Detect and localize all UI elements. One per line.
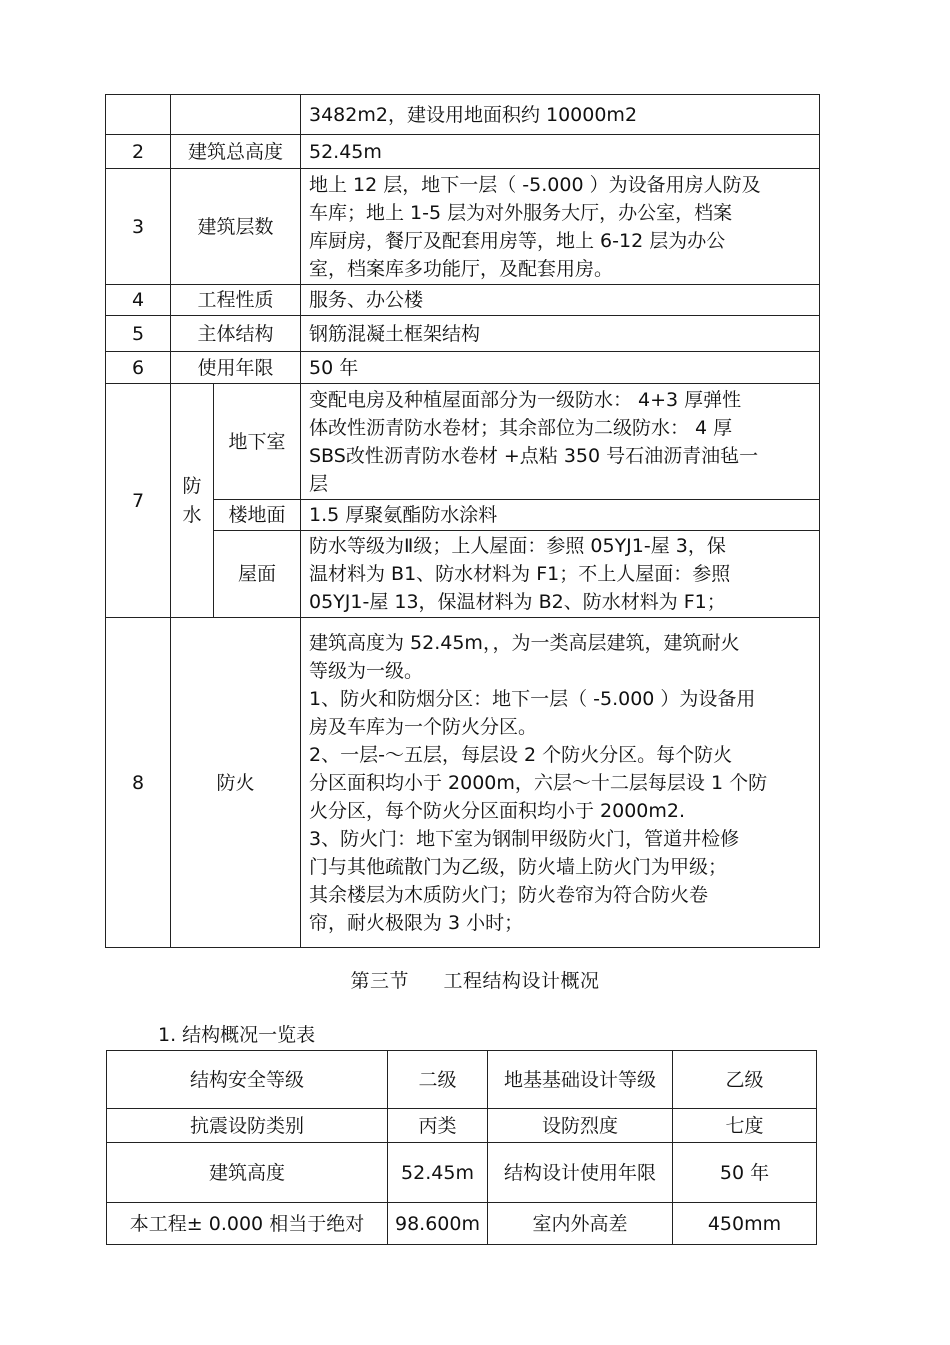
text-line: 等级为一级。 <box>309 659 424 682</box>
cell-no <box>106 95 171 135</box>
cell-subname: 屋面 <box>214 531 301 618</box>
cell-content: 1.5 厚聚氨酯防水涂料 <box>301 500 820 531</box>
table-cell: 七度 <box>673 1109 817 1143</box>
text-line: 温材料为 B1、防水材料为 F1；不上人屋面：参照 <box>309 563 731 585</box>
table-row <box>106 352 820 384</box>
text-line: 05YJ1-屋 13，保温材料为 B2、防水材料为 F1； <box>309 591 726 613</box>
text-line: 房及车库为一个防火分区。 <box>309 715 538 738</box>
section-number: 第三节 <box>350 970 409 992</box>
text-line: 其余楼层为木质防火门；防火卷帘为符合防火卷 <box>309 883 709 906</box>
cell-subname: 地下室 <box>214 384 301 500</box>
text-line: 层 <box>309 472 329 495</box>
cell-content: 服务、办公楼 <box>301 285 820 316</box>
building-overview-table <box>105 94 820 948</box>
table-cell: 98.600m <box>388 1203 488 1245</box>
table-row <box>107 1203 817 1245</box>
table-row <box>106 531 820 618</box>
text-line: 变配电房及种植屋面部分为一级防水： 4+3 厚弹性 <box>309 388 742 411</box>
table-row <box>106 316 820 352</box>
cell-name: 建筑层数 <box>171 169 301 285</box>
table-cell: 建筑高度 <box>107 1143 388 1203</box>
text-line: 火分区，每个防火分区面积均小于 2000m2. <box>309 799 686 822</box>
cell-subname: 楼地面 <box>214 500 301 531</box>
cell-content <box>301 531 820 618</box>
text-line: 车库；地上 1-5 层为对外服务大厅，办公室，档案 <box>309 201 733 224</box>
table-cell: 丙类 <box>388 1109 488 1143</box>
cell-name <box>171 95 301 135</box>
cell-text: 结构设计使用年限 <box>503 1161 656 1184</box>
table-cell <box>488 1051 673 1109</box>
table-cell: 设防烈度 <box>488 1109 673 1143</box>
table-row <box>106 384 820 500</box>
table-cell: 450mm <box>673 1203 817 1245</box>
table-row <box>106 169 820 285</box>
cell-no: 8 <box>106 618 171 948</box>
cell-name: 主体结构 <box>171 316 301 352</box>
table-row <box>107 1143 817 1203</box>
cell-content <box>301 384 820 500</box>
cell-name: 使用年限 <box>171 352 301 384</box>
table-row <box>106 135 820 169</box>
cell-content: 52.45m <box>301 135 820 169</box>
cell-name <box>171 384 214 618</box>
cell-name: 建筑总高度 <box>171 135 301 169</box>
table-row <box>106 618 820 948</box>
section-heading: 工程结构设计概况 <box>443 970 600 992</box>
subsection-title: 1. 结构概况一览表 <box>158 1024 316 1046</box>
table-cell <box>488 1143 673 1203</box>
text-line: 门与其他疏散门为乙级，防火墙上防火门为甲级； <box>309 855 728 878</box>
table-row <box>106 95 820 135</box>
cell-no: 7 <box>106 384 171 618</box>
text-line: 体改性沥青防水卷材；其余部位为二级防水： 4 厚 <box>309 416 733 439</box>
cell-content: 钢筋混凝土框架结构 <box>301 316 820 352</box>
text-line: 防 <box>182 474 202 497</box>
table-cell: 二级 <box>388 1051 488 1109</box>
table-cell: 52.45m <box>388 1143 488 1203</box>
table-cell: 本工程± 0.000 相当于绝对 <box>107 1203 388 1245</box>
structure-overview-table <box>106 1050 817 1245</box>
table-cell: 抗震设防类别 <box>107 1109 388 1143</box>
text-line: 分区面积均小于 2000m，六层～十二层每层设 1 个防 <box>309 771 768 794</box>
text-line: 防水等级为Ⅱ级；上人屋面：参照 05YJ1-屋 3，保 <box>309 535 726 557</box>
table-row <box>106 285 820 316</box>
cell-content <box>301 169 820 285</box>
cell-content: 3482m2，建设用地面积约 10000m2 <box>301 95 820 135</box>
text-line: 水 <box>182 503 202 526</box>
cell-name: 防火 <box>171 618 301 948</box>
cell-no: 6 <box>106 352 171 384</box>
cell-content <box>301 618 820 948</box>
text-line: 2、一层-～五层，每层设 2 个防火分区。每个防火 <box>309 743 733 766</box>
table-row <box>107 1109 817 1143</box>
text-line: SBS改性沥青防水卷材 +点粘 350 号石油沥青油毡一 <box>309 444 759 467</box>
table-cell: 室内外高差 <box>488 1203 673 1245</box>
text-line: 3、防火门：地下室为钢制甲级防火门，管道井检修 <box>309 827 740 850</box>
cell-text: 地基基础设计等级 <box>503 1068 656 1091</box>
text-line: 室，档案库多功能厅，及配套用房。 <box>309 257 614 280</box>
cell-no: 5 <box>106 316 171 352</box>
table-cell: 乙级 <box>673 1051 817 1109</box>
cell-content: 50 年 <box>301 352 820 384</box>
text-line: 帘，耐火极限为 3 小时； <box>309 911 524 934</box>
table-cell: 50 年 <box>673 1143 817 1203</box>
table-cell: 结构安全等级 <box>107 1051 388 1109</box>
cell-name: 工程性质 <box>171 285 301 316</box>
table-row <box>106 500 820 531</box>
text-line: 1、防火和防烟分区：地下一层（ -5.000 ）为设备用 <box>309 687 756 710</box>
table-row <box>107 1051 817 1109</box>
cell-no: 2 <box>106 135 171 169</box>
text-line: 地上 12 层，地下一层（ -5.000 ）为设备用房人防及 <box>309 173 761 196</box>
text-line: 建筑高度为 52.45m，，为一类高层建筑，建筑耐火 <box>309 631 740 654</box>
cell-no: 4 <box>106 285 171 316</box>
cell-no: 3 <box>106 169 171 285</box>
section-title <box>0 966 950 993</box>
text-line: 库厨房，餐厅及配套用房等，地上 6-12 层为办公 <box>309 229 726 252</box>
